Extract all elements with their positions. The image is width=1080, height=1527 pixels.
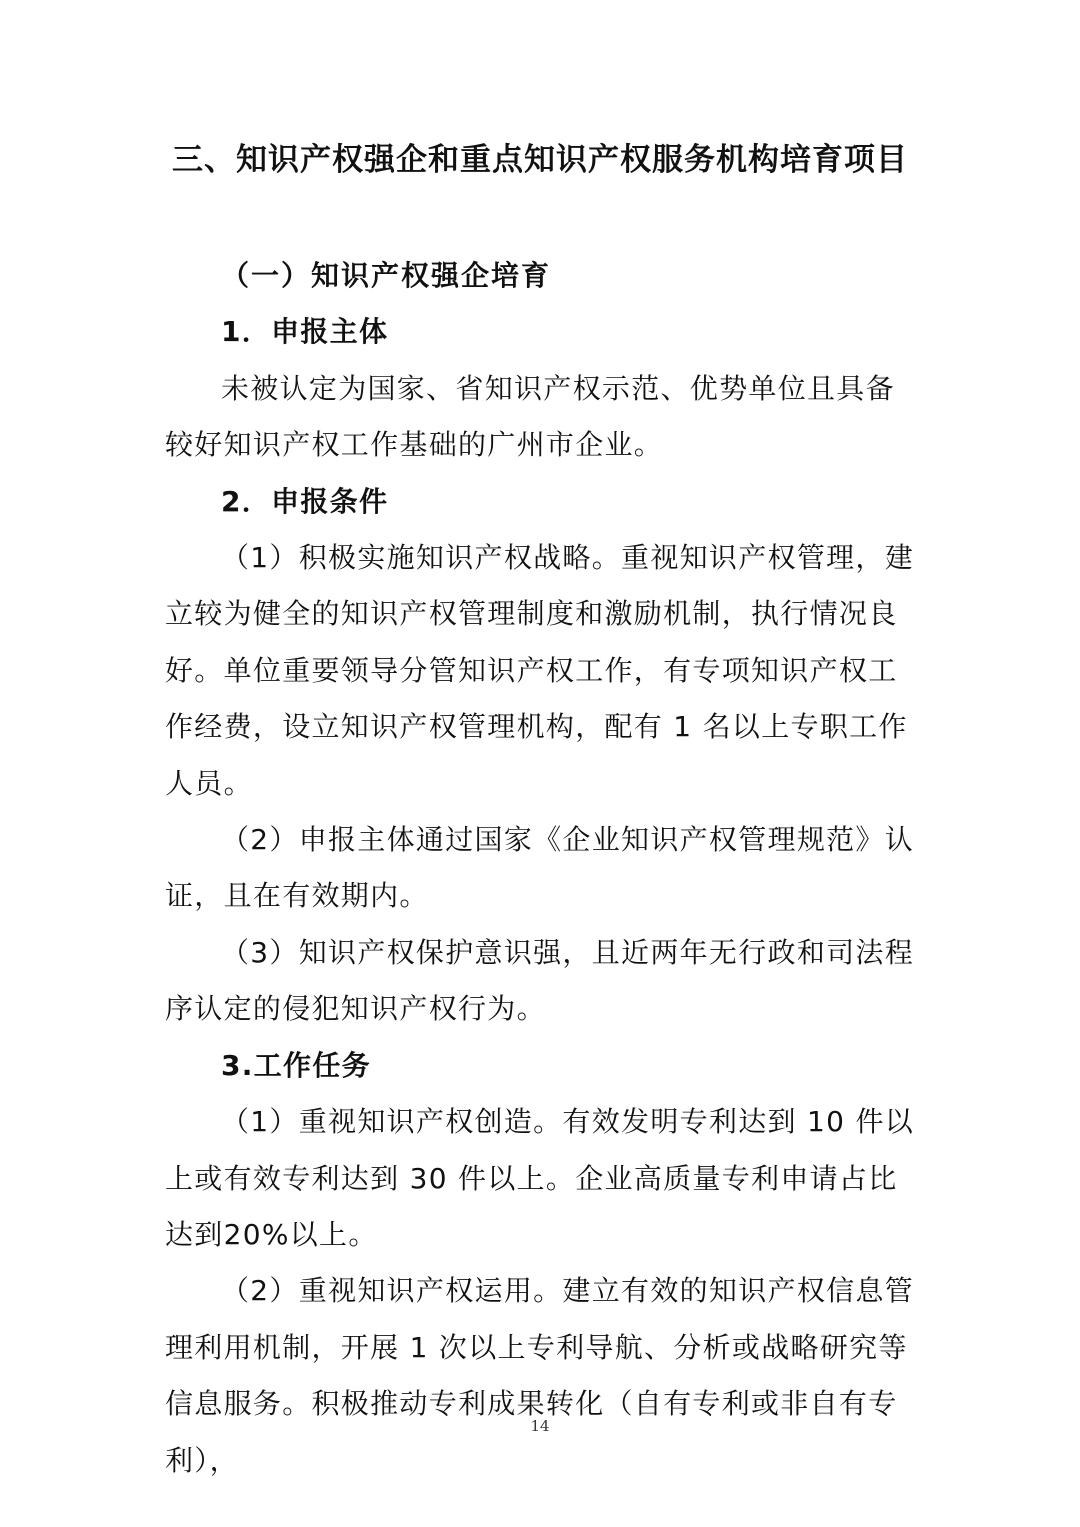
item1-heading: 1．申报主体	[221, 315, 389, 349]
document-body	[165, 248, 917, 1489]
item3-heading: 3.工作任务	[221, 1048, 371, 1082]
document-title: 三、知识产权强企和重点知识产权服务机构培育项目	[172, 142, 908, 178]
item3-paragraph-1: （1）重视知识产权创造。有效发明专利达到 10 件以上或有效专利达到 30 件以上。企业高质量专利申请占比达到20%以上。	[165, 1105, 915, 1251]
item3-paragraph-2: （2）重视知识产权运用。建立有效的知识产权信息管理利用机制，开展 1 次以上专利导航、分析或战略研究等信息服务。积极推动专利成果转化（自有专利或非自有专利），	[165, 1274, 915, 1477]
item2-paragraph-1: （1）积极实施知识产权战略。重视知识产权管理，建立较为健全的知识产权管理制度和激励机制，执行情况良好。单位重要领导分管知识产权工作，有专项知识产权工作经费，设立知识产权管理机构，配有 1 名以上专职工作人员。	[165, 541, 915, 800]
section-heading: （一）知识产权强企培育	[221, 259, 552, 292]
item2-heading: 2．申报条件	[221, 484, 389, 518]
item2-paragraph-2: （2）申报主体通过国家《企业知识产权管理规范》认证，且在有效期内。	[165, 823, 915, 913]
item1-paragraph: 未被认定为国家、省知识产权示范、优势单位且具备较好知识产权工作基础的广州市企业。	[165, 371, 895, 462]
item2-paragraph-3: （3）知识产权保护意识强，且近两年无行政和司法程序认定的侵犯知识产权行为。	[165, 935, 915, 1026]
page-number: 14	[530, 1417, 550, 1435]
